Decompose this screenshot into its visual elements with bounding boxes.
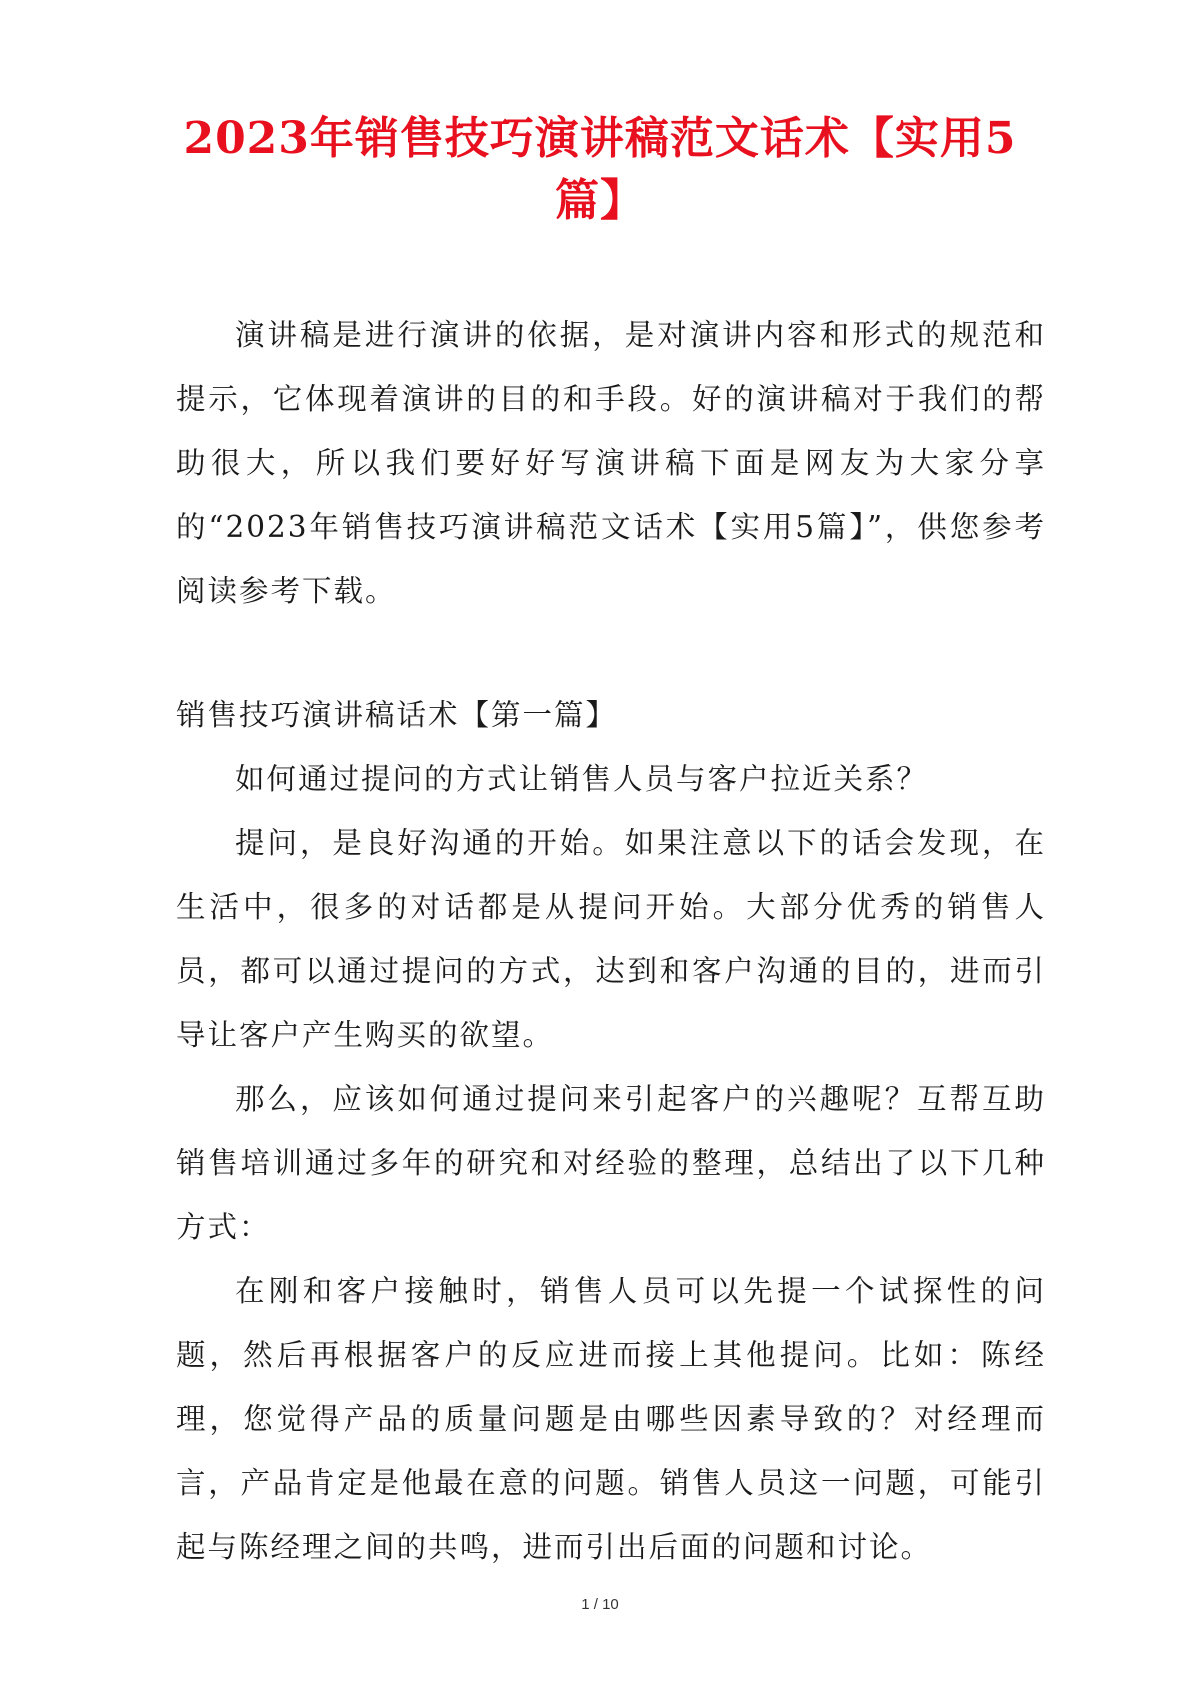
intro-paragraph: 演讲稿是进行演讲的依据，是对演讲内容和形式的规范和提示，它体现着演讲的目的和手段。好的演讲稿对于我们的帮助很大，所以我们要好好写演讲稿下面是网友为大家分享的“2023年销售技巧演讲稿范文话术【实用5篇】”，供您参考阅读参考下载。 (176, 318, 1046, 608)
paragraph-example: 在刚和客户接触时，销售人员可以先提一个试探性的问题，然后再根据客户的反应进而接上其他提问。比如：陈经理，您觉得产品的质量问题是由哪些因素导致的？对经理而言，产品肯定是他最在意的问题。销售人员这一问题，可能引起与陈经理之间的共鸣，进而引出后面的问题和讨论。 (176, 1274, 1046, 1564)
document-title: 2023年销售技巧演讲稿范文话术【实用5篇】 (183, 113, 1017, 226)
paragraph-methods: 那么，应该如何通过提问来引起客户的兴趣呢？互帮互助销售培训通过多年的研究和对经验的整理，总结出了以下几种方式： (176, 1082, 1046, 1244)
section-heading: 销售技巧演讲稿话术【第一篇】 (176, 698, 618, 732)
paragraph-asking: 提问，是良好沟通的开始。如果注意以下的话会发现，在生活中，很多的对话都是从提问开始。大部分优秀的销售人员，都可以通过提问的方式，达到和客户沟通的目的，进而引导让客户产生购买的欲望。 (176, 826, 1046, 1052)
section-first (176, 683, 1046, 1579)
intro-block (176, 303, 1046, 623)
paragraph-question: 如何通过提问的方式让销售人员与客户拉近关系？ (235, 762, 929, 796)
page-number: 1 / 10 (581, 1596, 619, 1613)
